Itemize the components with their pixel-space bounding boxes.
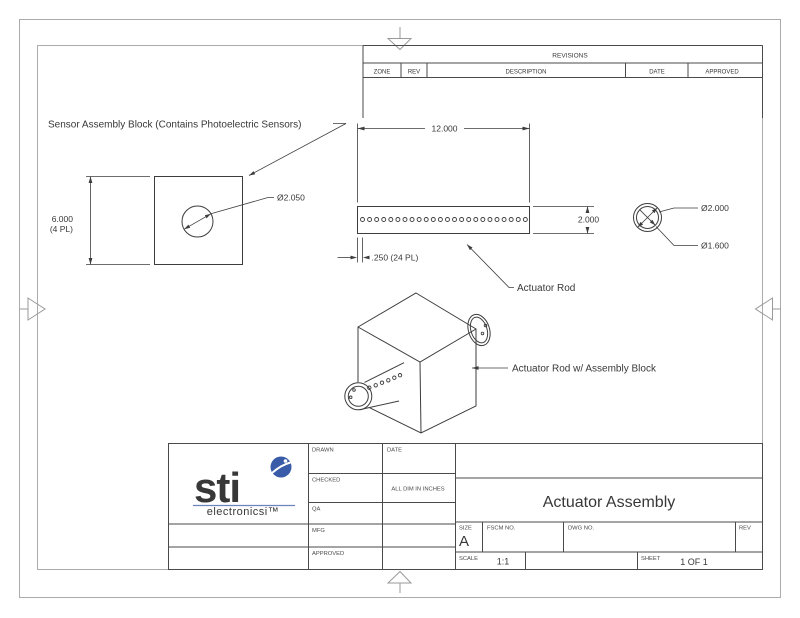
mfg-label: MFG	[312, 528, 325, 534]
revisions-table	[363, 46, 763, 119]
actuator-rod-view	[338, 124, 600, 295]
sheet-value: 1 OF 1	[680, 557, 708, 567]
rod-hole	[460, 218, 464, 222]
revisions-col-approved: APPROVED	[705, 69, 739, 76]
dim-block-height-places: (4 PL)	[49, 224, 73, 234]
rod-hole	[502, 218, 506, 222]
sti-logo-subtext: electronicsi™	[206, 506, 280, 518]
sti-logo	[193, 457, 295, 519]
approved-label: APPROVED	[312, 551, 345, 557]
dim-rod-height	[533, 207, 599, 234]
rod-hole	[417, 218, 421, 222]
sensor-block-label: Sensor Assembly Block (Contains Photoelectric Sensors)	[48, 119, 302, 131]
sti-logo-globe-icon	[271, 457, 292, 478]
drawn-label: DRAWN	[312, 447, 334, 454]
dim-rod-length	[358, 124, 530, 203]
assembly-block-cube	[358, 293, 476, 433]
assembly-label: Actuator Rod w/ Assembly Block	[512, 363, 656, 375]
dim-rod-outer-diameter	[659, 203, 729, 213]
rod-hole	[523, 218, 527, 222]
assembly-callout	[472, 364, 657, 375]
assembly-iso-view	[345, 293, 657, 433]
size-label: SIZE	[459, 525, 472, 532]
dim-block-hole-diameter-value: Ø2.050	[277, 192, 305, 203]
dim-rod-inner-diameter	[656, 227, 729, 251]
rod-outline	[358, 207, 530, 234]
rod-hole	[396, 218, 400, 222]
rod-front-cylinder	[345, 363, 404, 410]
rod-hole	[488, 218, 492, 222]
dim-block-hole-diameter	[184, 193, 305, 230]
dim-note: ALL DIM IN INCHES	[391, 486, 445, 493]
centering-mark-right-icon	[756, 298, 782, 320]
dim-block-height-value: 6.000	[51, 214, 73, 224]
size-value: A	[458, 533, 470, 550]
dim-block-height	[50, 177, 150, 265]
rev-label: REV	[739, 525, 751, 532]
rod-hole	[474, 218, 478, 222]
revisions-col-rev: REV	[407, 69, 421, 76]
sheet-label: SHEET	[641, 556, 661, 562]
centering-mark-left-icon	[20, 298, 46, 320]
rod-holes	[361, 218, 528, 222]
revisions-title: REVISIONS	[552, 52, 588, 60]
rod-rear-end	[464, 312, 494, 349]
rod-hole	[424, 218, 428, 222]
rod-hole	[445, 218, 449, 222]
scale-value: 1:1	[496, 556, 510, 567]
dim-rod-inner-diameter-value: Ø1.600	[701, 240, 729, 251]
rod-hole	[375, 218, 379, 222]
revisions-col-zone: ZONE	[373, 69, 391, 76]
sensor-block-view	[48, 120, 346, 265]
scale-label: SCALE	[459, 556, 479, 562]
fscm-label: FSCM NO.	[487, 525, 516, 532]
rod-hole	[389, 218, 393, 222]
rod-hole	[403, 218, 407, 222]
drawing-title: Actuator Assembly	[542, 494, 676, 511]
sensor-block-callout	[48, 120, 346, 176]
actuator-rod-callout	[467, 245, 575, 295]
rod-hole	[516, 218, 520, 222]
rod-hole	[453, 218, 457, 222]
rod-hole	[438, 218, 442, 222]
sti-logo-text: sti	[194, 464, 241, 511]
rod-hole	[467, 218, 471, 222]
dim-rod-outer-diameter-value: Ø2.000	[701, 203, 729, 213]
dim-rod-hole-spacing	[338, 238, 419, 263]
dwg-label: DWG NO.	[568, 525, 595, 532]
actuator-rod-label: Actuator Rod	[517, 283, 576, 294]
dim-rod-height-value: 2.000	[577, 214, 600, 225]
rod-hole	[382, 218, 386, 222]
rod-end-view	[634, 203, 730, 251]
rod-hole	[481, 218, 485, 222]
dim-rod-hole-spacing-value: .250 (24 PL)	[371, 252, 419, 263]
dim-rod-length-value: 12.000	[431, 123, 458, 134]
rod-hole	[495, 218, 499, 222]
revisions-col-date: DATE	[649, 69, 665, 76]
centering-mark-bottom-icon	[388, 572, 411, 594]
qa-label: QA	[312, 506, 321, 513]
title-block	[169, 444, 763, 570]
revisions-col-description: DESCRIPTION	[505, 69, 547, 76]
date-label: DATE	[387, 447, 403, 454]
centering-mark-top-icon	[388, 27, 411, 50]
rod-hole	[509, 218, 513, 222]
rod-hole	[368, 218, 372, 222]
rod-hole	[431, 218, 435, 222]
rod-hole	[361, 218, 365, 222]
checked-label: CHECKED	[312, 477, 341, 484]
rod-hole	[410, 218, 414, 222]
